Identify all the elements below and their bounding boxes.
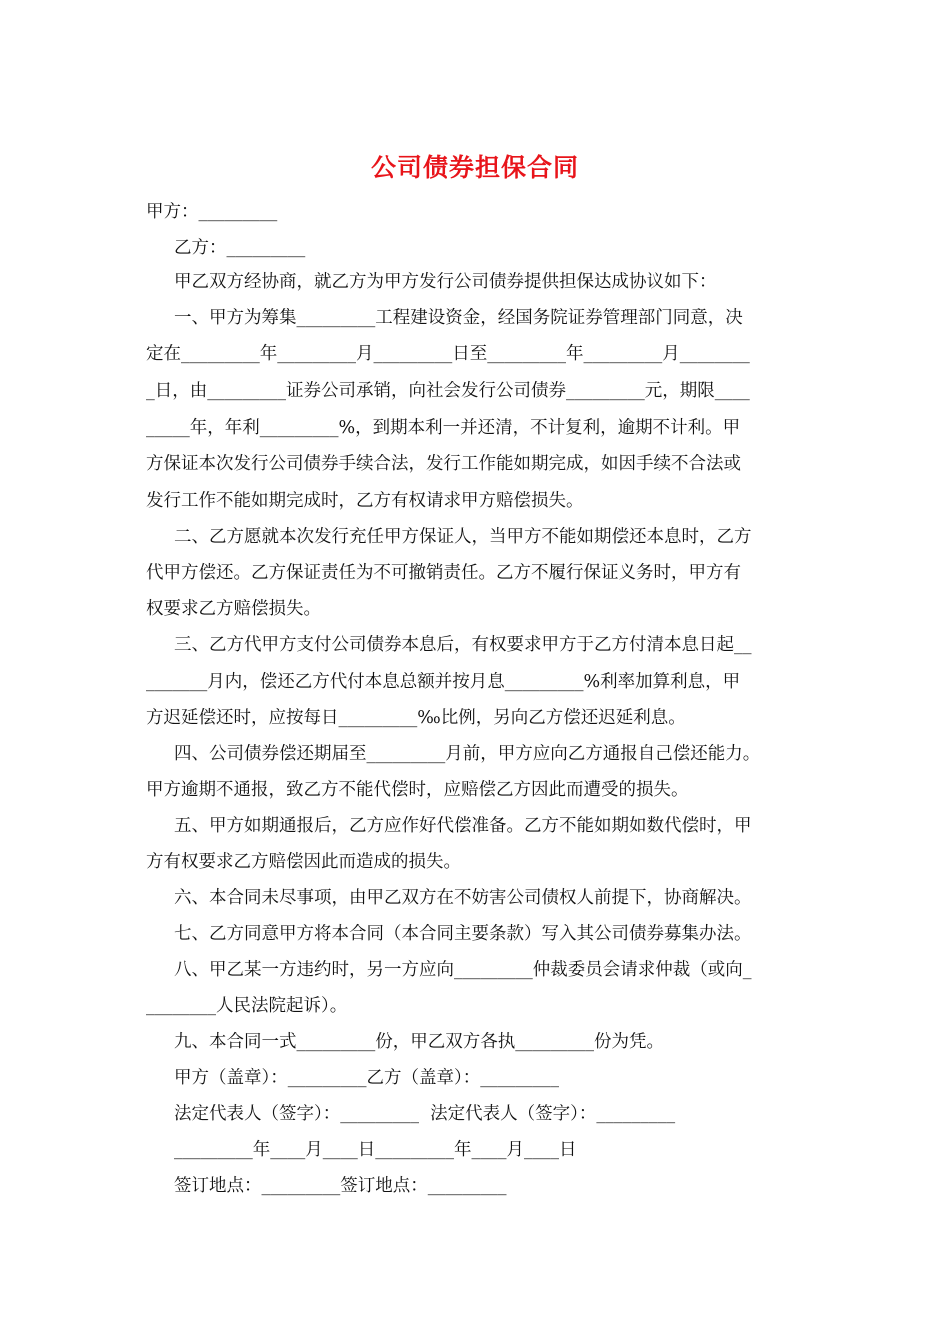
clause-1-line-1: 一、甲方为筹集_________工程建设资金，经国务院证券管理部门同意，决 [174, 308, 743, 328]
signing-place-line: 签订地点：_________签订地点：_________ [174, 1176, 507, 1196]
clause-1-line-6: 发行工作不能如期完成时，乙方有权请求甲方赔偿损失。 [146, 491, 584, 511]
signature-line: 法定代表人（签字）：_________ 法定代表人（签字）：_________ [174, 1104, 676, 1124]
clause-1-line-3: _日，由_________证券公司承销，向社会发行公司债券_________元，期限____ [146, 381, 750, 401]
clause-8-line-2: ________人民法院起诉）。 [146, 996, 348, 1016]
clause-2-line-3: 权要求乙方赔偿损失。 [146, 599, 321, 619]
clause-4-line-1: 四、公司债券偿还期届至_________月前，甲方应向乙方通报自己偿还能力。 [174, 744, 761, 764]
clause-1-line-5: 方保证本次发行公司债券手续合法，发行工作能如期完成，如因手续不合法或 [146, 454, 741, 474]
clause-4-line-2: 甲方逾期不通报，致乙方不能代偿时，应赔偿乙方因此而遭受的损失。 [146, 780, 689, 800]
clause-3-line-1: 三、乙方代甲方支付公司债券本息后，有权要求甲方于乙方付清本息日起__ [174, 635, 752, 655]
clause-2-line-1: 二、乙方愿就本次发行充任甲方保证人，当甲方不能如期偿还本息时，乙方 [174, 527, 752, 547]
clause-6-line: 六、本合同未尽事项，由甲乙双方在不妨害公司债权人前提下，协商解决。 [174, 888, 752, 908]
party-a-line: 甲方：_________ [146, 202, 278, 222]
party-b-line: 乙方：_________ [174, 238, 306, 258]
clause-3-line-3: 方迟延偿还时，应按每日_________‰比例，另向乙方偿还迟延利息。 [146, 708, 686, 728]
seal-line: 甲方（盖章）：_________乙方（盖章）：_________ [174, 1068, 559, 1088]
clause-2-line-2: 代甲方偿还。乙方保证责任为不可撤销责任。乙方不履行保证义务时，甲方有 [146, 563, 741, 583]
date-line: _________年____月____日_________年____月____日 [174, 1140, 577, 1160]
document-title: 公司债券担保合同 [370, 153, 579, 182]
intro-line: 甲乙双方经协商，就乙方为甲方发行公司债券提供担保达成协议如下： [174, 272, 717, 292]
clause-5-line-1: 五、甲方如期通报后，乙方应作好代偿准备。乙方不能如期如数代偿时，甲 [174, 816, 752, 836]
clause-5-line-2: 方有权要求乙方赔偿因此而造成的损失。 [146, 852, 461, 872]
clause-7-line: 七、乙方同意甲方将本合同（本合同主要条款）写入其公司债券募集办法。 [174, 924, 752, 944]
clause-8-line-1: 八、甲乙某一方违约时，另一方应向_________仲裁委员会请求仲裁（或向_ [174, 960, 752, 980]
clause-1-line-4: _____年，年利_________%，到期本利一并还清，不计复利，逾期不计利。甲 [146, 418, 741, 438]
clause-3-line-2: _______月内，偿还乙方代付本息总额并按月息_________%利率加算利息，甲 [146, 672, 741, 692]
clause-1-line-2: 定在_________年_________月_________日至_________年_________月________ [146, 344, 750, 364]
clause-9-line: 九、本合同一式_________份，甲乙双方各执_________份为凭。 [174, 1032, 664, 1052]
